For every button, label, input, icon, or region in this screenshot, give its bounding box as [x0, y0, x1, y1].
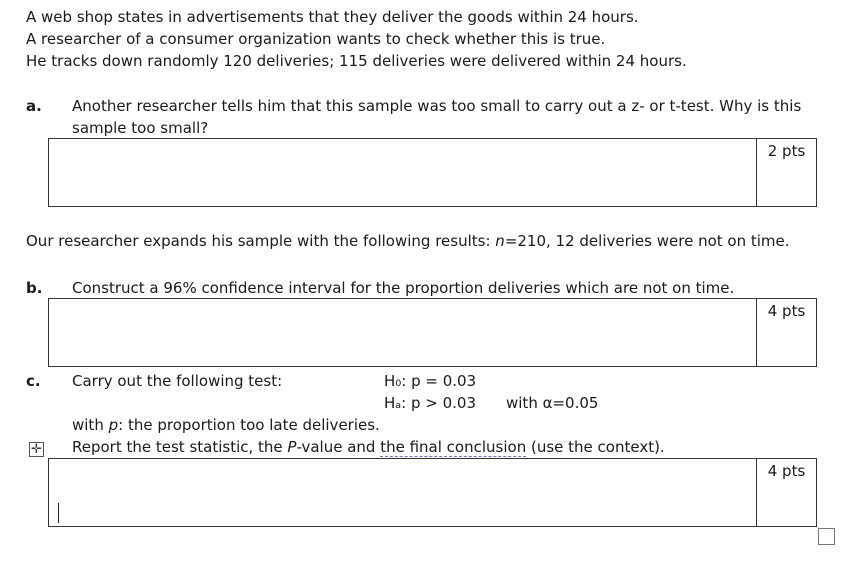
points-a: 2 pts [756, 139, 816, 206]
line3-prefix: with [72, 416, 109, 434]
question-b-text: Construct a 96% confidence interval for the proportion deliveries which are not on time. [72, 279, 735, 297]
expand-prefix: Our researcher expands his sample with the following results: [26, 232, 496, 250]
expand-suffix: =210, 12 deliveries were not on time. [504, 232, 790, 250]
line4-p: P [287, 438, 297, 456]
n-symbol: n [495, 232, 505, 250]
question-c-label: c. [26, 372, 41, 390]
answer-box-c[interactable] [48, 458, 817, 527]
points-b: 4 pts [756, 299, 816, 366]
hypothesis-h0: H₀: p = 0.03 [384, 372, 477, 390]
text-cursor [58, 503, 59, 523]
line3-p: p [108, 416, 119, 434]
question-c-line-4 [72, 437, 665, 457]
question-c-text: Carry out the following test: [72, 372, 283, 390]
points-c: 4 pts [756, 459, 816, 526]
intro-line-3: He tracks down randomly 120 deliveries; 115 deliveries were delivered within 24 hours. [26, 52, 687, 70]
answer-box-b[interactable] [48, 298, 817, 367]
line4-a: Report the test statistic, the [72, 438, 288, 456]
table-resize-handle-icon[interactable] [818, 528, 835, 545]
alpha-level: with α=0.05 [506, 394, 599, 412]
question-a-line-2: sample too small? [72, 119, 209, 137]
answer-box-a[interactable] [48, 138, 817, 207]
line3-suffix: : the proportion too late deliveries. [118, 416, 380, 434]
question-a-label: a. [26, 97, 42, 115]
line4-b: -value and [296, 438, 381, 456]
line4-c: (use the context). [526, 438, 665, 456]
intro-line-2: A researcher of a consumer organization wants to check whether this is true. [26, 30, 606, 48]
table-move-handle-icon[interactable]: ✛ [29, 442, 44, 457]
intro-line-1: A web shop states in advertisements that they deliver the goods within 24 hours. [26, 8, 639, 26]
question-a-line-1: Another researcher tells him that this sample was too small to carry out a z- or t-test. Why is this [72, 97, 802, 115]
expand-sentence [26, 231, 790, 251]
question-b-label: b. [26, 279, 43, 297]
final-conclusion-text: the final conclusion [380, 438, 527, 456]
hypothesis-ha: Hₐ: p > 0.03 [384, 394, 476, 412]
question-c-line-3 [72, 415, 380, 435]
